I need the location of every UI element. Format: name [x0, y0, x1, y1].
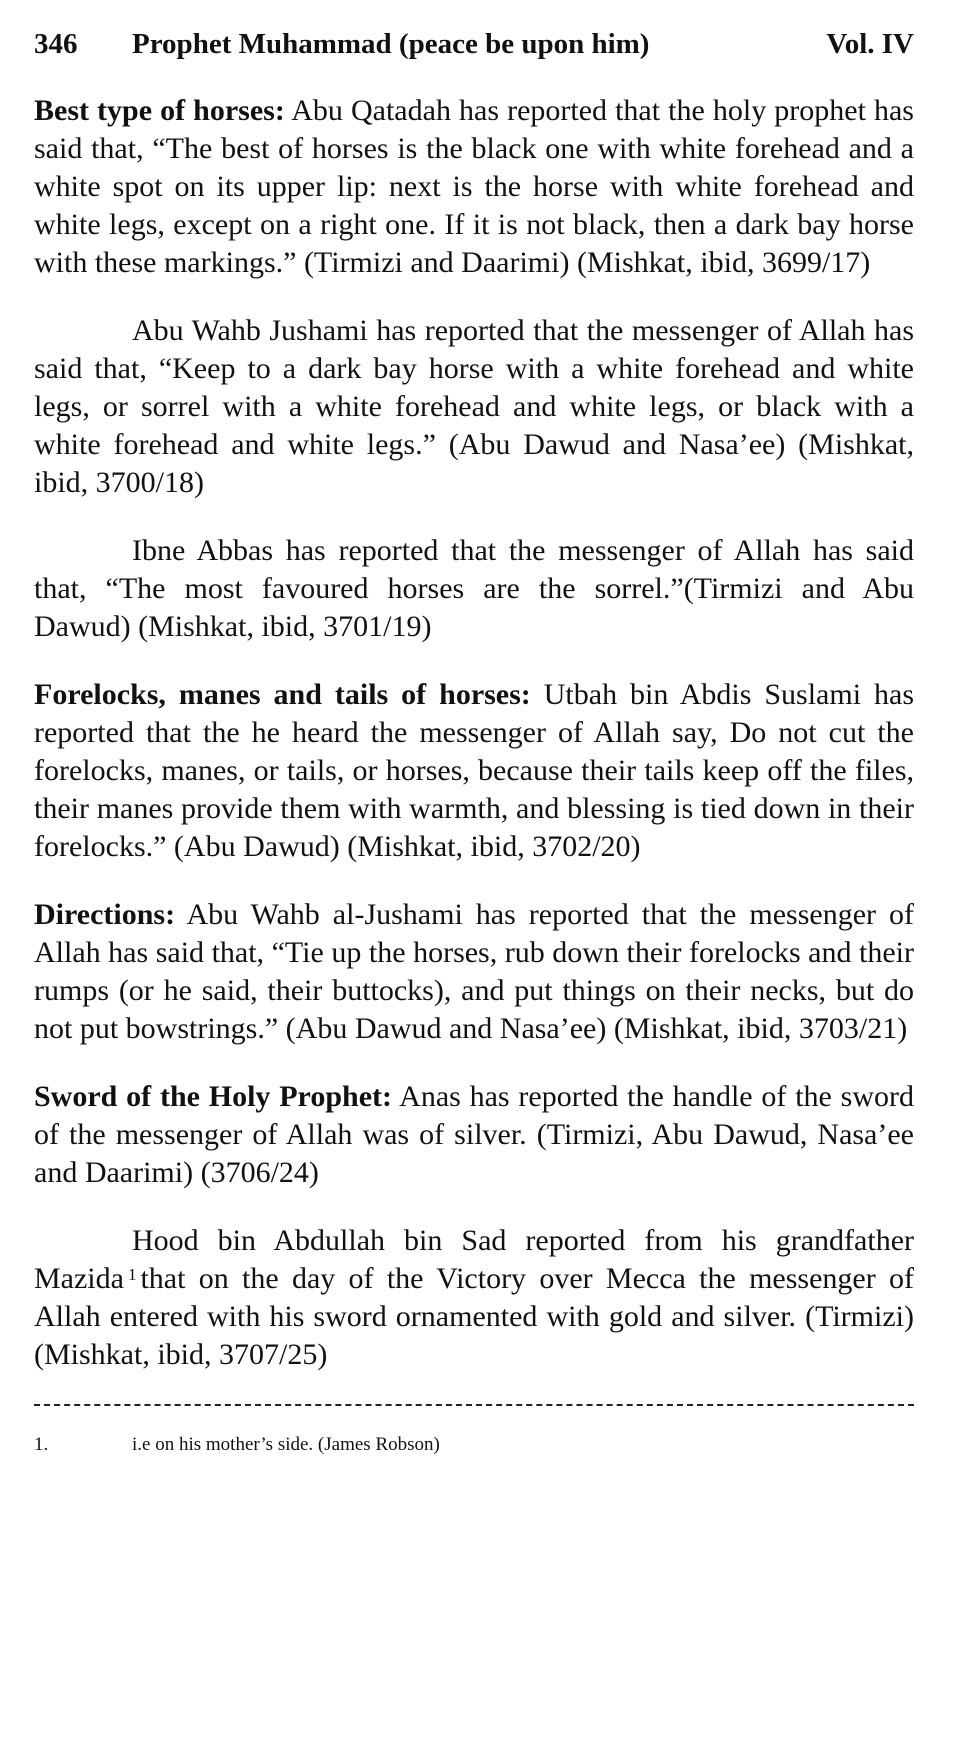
- paragraph-text: Abu Wahb Jushami has reported that the messenger of Allah has said that, “Keep to a dark bay horse with a white forehead and white legs, or sorrel with a white forehead and white legs, or black with a white forehead and white legs.” (Abu Dawud and Nasa’ee) (Mishkat, ibid, 3700/18): [34, 314, 914, 499]
- footnote-reference: 1: [127, 1265, 137, 1284]
- footnote-number: 1.: [34, 1434, 49, 1455]
- paragraph-sword-of-the-prophet: [34, 1078, 914, 1192]
- footnote: [34, 1432, 914, 1458]
- footnote-separator: [34, 1404, 914, 1406]
- paragraph-text: Utbah bin Abdis Suslami has reported that the he heard the messenger of Allah say, Do not cut the forelocks, manes, or tails, or horses, because their tails keep off the files, their manes provide them with warmth, and blessing is tied down in their forelocks.” (Abu Dawud) (Mishkat, ibid, 3702/20): [34, 678, 914, 863]
- paragraph-ibne-abbas: [34, 532, 914, 646]
- paragraph-heading: Directions:: [34, 898, 176, 931]
- footnote-text: i.e on his mother’s side. (James Robson): [132, 1434, 440, 1455]
- page-number: 346: [34, 28, 78, 60]
- paragraph-best-type-of-horses: [34, 92, 914, 282]
- paragraph-text: Abu Qatadah has reported that the holy prophet has said that, “The best of horses is the black one with white forehead and a white spot on its upper lip: next is the horse with white forehead and white legs, except on a right one. If it is not black, then a dark bay horse with these markings.” (Tirmizi and Daarimi) (Mishkat, ibid, 3699/17): [34, 94, 914, 279]
- paragraph-text: Ibne Abbas has reported that the messenger of Allah has said that, “The most favoured horses are the sorrel.”(Tirmizi and Abu Dawud) (Mishkat, ibid, 3701/19): [34, 534, 914, 643]
- paragraph-text: Anas has reported the handle of the sword of the messenger of Allah was of silver. (Tirmizi, Abu Dawud, Nasa’ee and Daarimi) (3706/24): [34, 1080, 914, 1189]
- paragraph-heading: Best type of horses:: [34, 94, 285, 127]
- paragraph-heading: Sword of the Holy Prophet:: [34, 1080, 392, 1113]
- volume-label: Vol. IV: [826, 28, 914, 60]
- paragraph-directions: [34, 896, 914, 1048]
- page-header: [34, 24, 914, 64]
- paragraph-text: Hood bin Abdullah bin Sad reported from his grandfather Mazida: [34, 1224, 914, 1295]
- body-text: [34, 92, 914, 1374]
- paragraph-forelocks-manes-tails: [34, 676, 914, 866]
- running-title: Prophet Muhammad (peace be upon him): [132, 28, 650, 60]
- paragraph-abu-wahb-jushami: [34, 312, 914, 502]
- paragraph-hood-bin-abdullah: [34, 1222, 914, 1374]
- paragraph-text: that on the day of the Victory over Mecca the messenger of Allah entered with his sword ornamented with gold and silver. (Tirmizi) (Mishkat, ibid, 3707/25): [34, 1262, 914, 1371]
- document-page: [34, 24, 914, 1458]
- paragraph-heading: Forelocks, manes and tails of horses:: [34, 678, 531, 711]
- paragraph-text: Abu Wahb al-Jushami has reported that the messenger of Allah has said that, “Tie up the horses, rub down their forelocks and their rumps (or he said, their buttocks), and put things on their necks, but do not put bowstrings.” (Abu Dawud and Nasa’ee) (Mishkat, ibid, 3703/21): [34, 898, 914, 1045]
